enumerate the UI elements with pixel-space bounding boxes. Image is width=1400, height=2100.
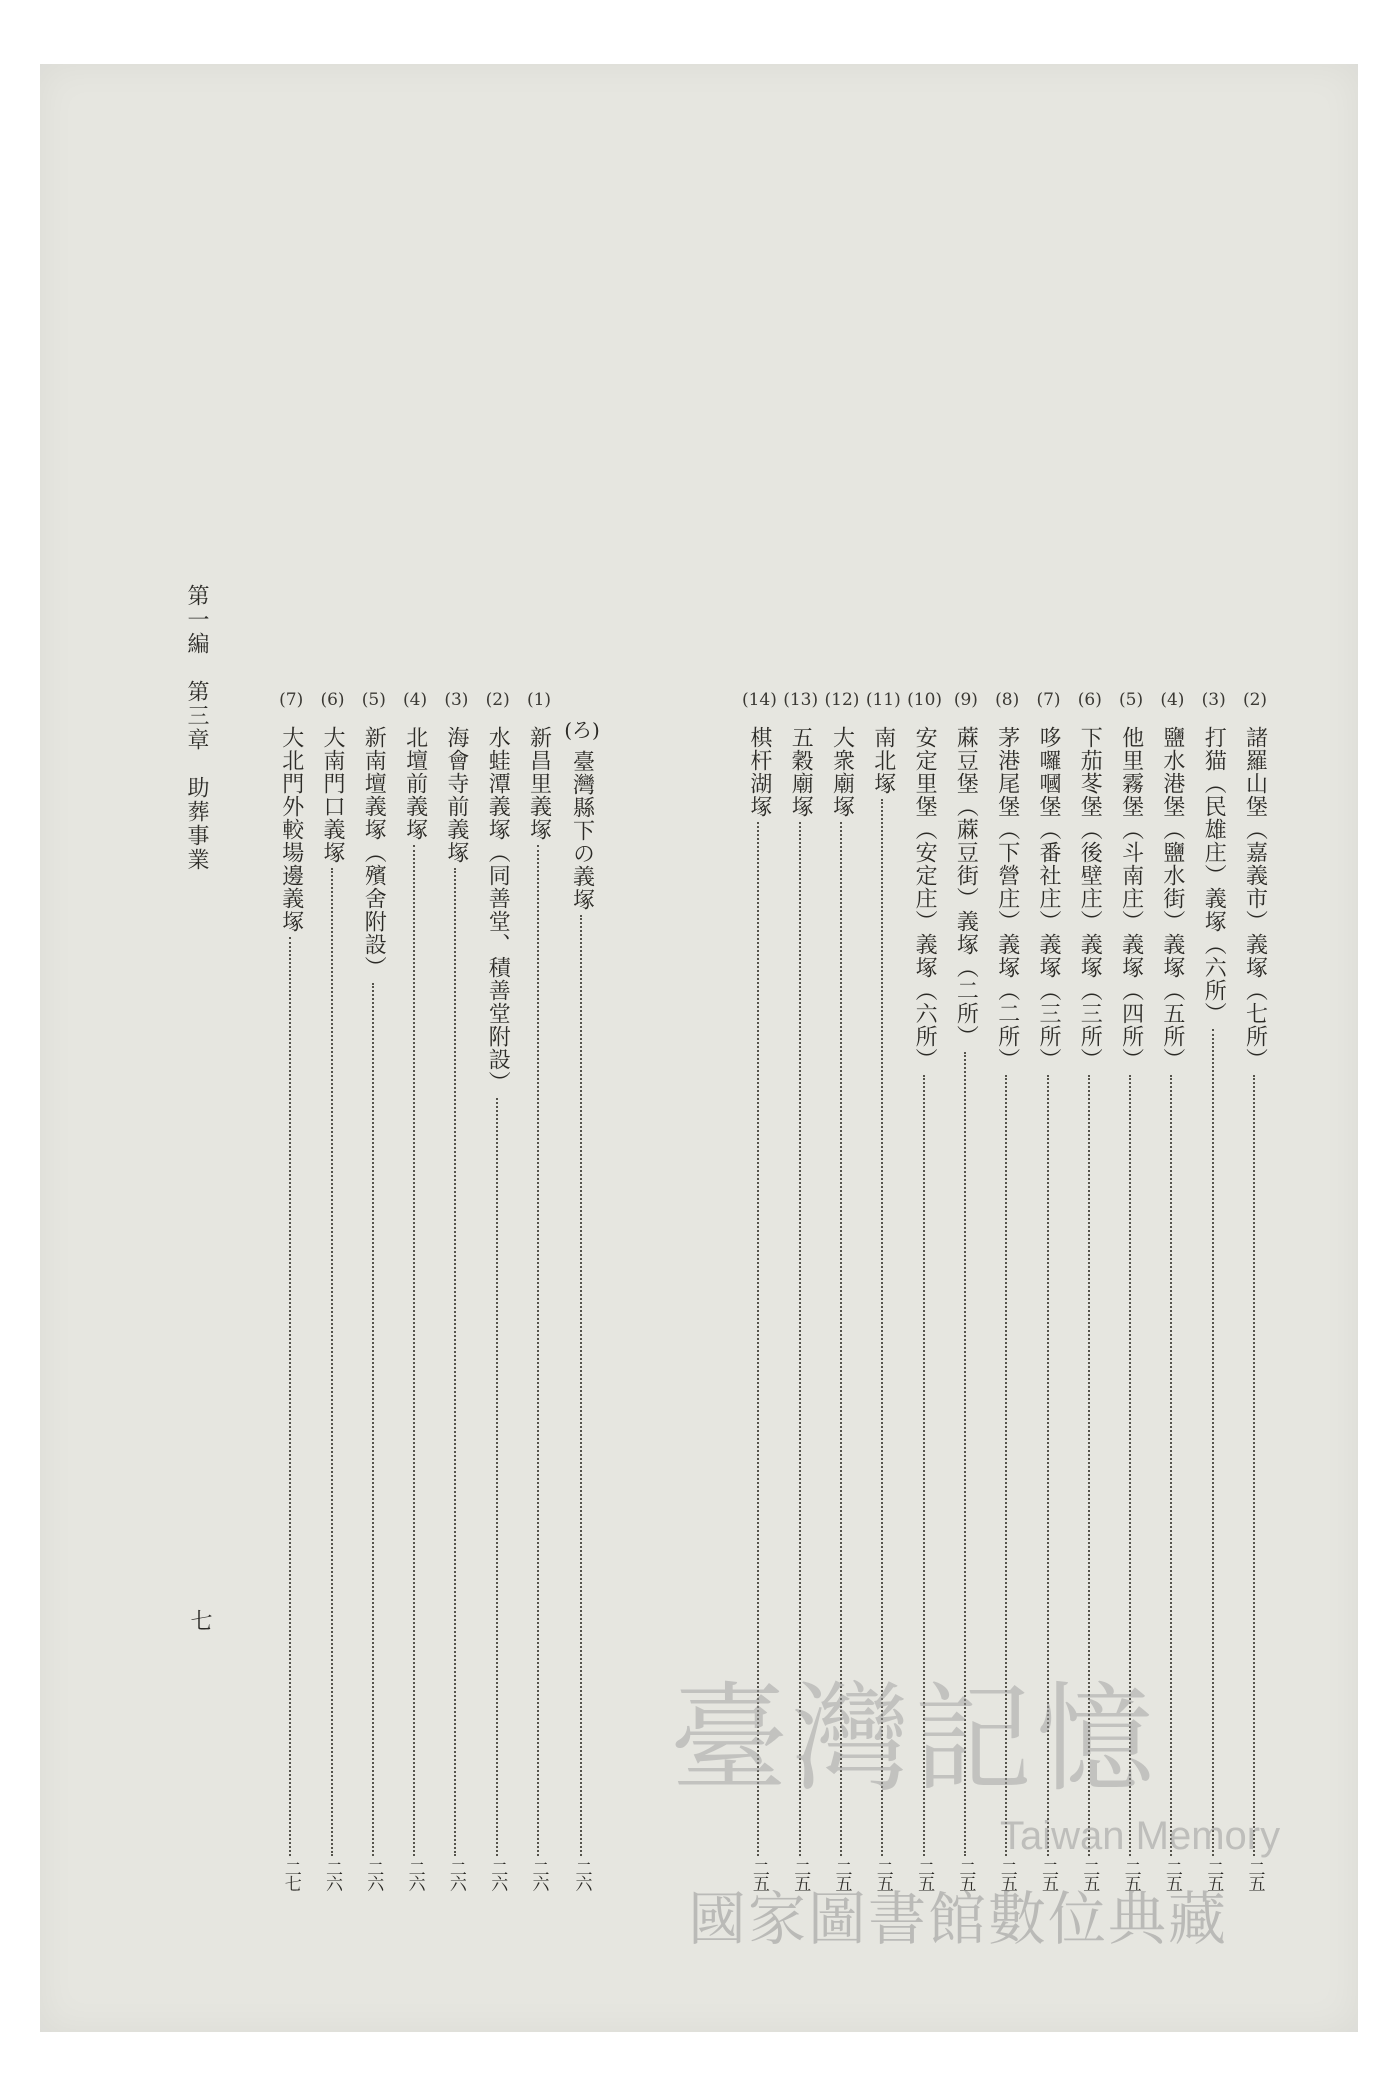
entry-number: (5)	[361, 690, 386, 710]
dot-leader	[289, 937, 293, 1856]
entry-number: (6)	[1077, 690, 1102, 710]
entry-number: (7)	[1036, 690, 1061, 710]
entry-page: 二六	[363, 1860, 384, 1890]
toc-entry	[1194, 690, 1234, 1900]
entry-page: 二五	[996, 1860, 1017, 1890]
entry-title: 安定里堡（安定庄）義塚（六所）	[912, 726, 938, 1071]
toc-entry	[478, 690, 518, 1900]
entry-title: 打猫（民雄庄）義塚（六所）	[1201, 726, 1227, 1025]
toc-entry	[1235, 690, 1275, 1900]
entry-page: 二五	[1244, 1860, 1265, 1890]
entry-number: (10)	[907, 690, 943, 710]
entry-title: 新昌里義塚	[526, 726, 552, 841]
toc-entry	[436, 690, 476, 1900]
entry-page: 二五	[1161, 1860, 1182, 1890]
entry-page: 二五	[1079, 1860, 1100, 1890]
entry-page: 二五	[748, 1860, 769, 1890]
entry-page: 二五	[1203, 1860, 1224, 1890]
entry-title: 蔴豆堡（蔴豆街）義塚（二所）	[953, 726, 979, 1048]
entry-title: 下茄苳堡（後壁庄）義塚（三所）	[1077, 726, 1103, 1071]
entry-number: (5)	[1119, 690, 1144, 710]
dot-leader	[537, 845, 541, 1856]
entry-page: 二六	[404, 1860, 425, 1890]
watermark-library: 國家圖書館數位典藏	[688, 1885, 1229, 1953]
entry-number: (6)	[320, 690, 345, 710]
running-head: 第一編 第三章 助葬事業	[184, 584, 209, 872]
entry-title: 大衆廟塚	[829, 726, 855, 818]
entry-page: 二五	[872, 1860, 893, 1890]
entry-page: 二六	[322, 1860, 342, 1890]
entry-page: 二七	[280, 1860, 301, 1890]
watermark-english: Taiwan Memory	[1000, 1814, 1281, 1858]
entry-number: (4)	[1160, 690, 1185, 710]
entry-number: (4)	[403, 690, 428, 710]
entry-title: 大南門口義塚	[320, 726, 345, 864]
dot-leader	[454, 868, 458, 1856]
entry-number: (8)	[995, 690, 1020, 710]
entry-number: (3)	[444, 690, 469, 710]
entry-title: 北壇前義塚	[402, 726, 428, 841]
dot-leader	[372, 983, 376, 1856]
section-title: 臺灣縣下の義塚	[569, 750, 595, 911]
entry-number: (3)	[1201, 690, 1226, 710]
entry-page: 二五	[1120, 1860, 1141, 1890]
entry-title: 哆囉嘓堡（番社庄）義塚（三所）	[1036, 726, 1061, 1071]
entry-title: 鹽水港堡（鹽水街）義塚（五所）	[1159, 726, 1185, 1071]
page-number: 七	[187, 1609, 212, 1631]
entry-page: 二五	[1038, 1860, 1058, 1890]
taiwan-memory-logo: 臺灣記憶	[670, 1670, 1159, 1808]
entry-number: (2)	[1242, 690, 1268, 710]
entry-title: 他里霧堡（斗南庄）義塚（四所）	[1118, 726, 1144, 1071]
section-mark: (ろ)	[564, 718, 600, 742]
entry-page: 二六	[487, 1860, 508, 1890]
entry-number: (1)	[526, 690, 552, 710]
dot-leader	[496, 1098, 500, 1856]
entry-page: 二五	[831, 1860, 852, 1890]
entry-title: 新南壇義塚（殯舍附設）	[361, 726, 387, 979]
toc-entry	[519, 690, 559, 1900]
toc-entry	[313, 690, 353, 1900]
toc-entry	[395, 690, 435, 1900]
entry-title: 南北塚	[870, 726, 896, 795]
entry-title: 茅港尾堡（下營庄）義塚（二所）	[994, 726, 1020, 1071]
dot-leader	[1253, 1075, 1257, 1856]
dot-leader	[1170, 1075, 1174, 1856]
toc-entry	[354, 690, 394, 1900]
entry-number: (14)	[741, 690, 777, 710]
entry-title: 棋杆湖塚	[746, 726, 772, 818]
entry-title: 諸羅山堡（嘉義市）義塚（七所）	[1242, 726, 1268, 1071]
dot-leader	[1212, 1029, 1216, 1856]
entry-number: (13)	[783, 690, 819, 710]
entry-title: 海會寺前義塚	[443, 726, 469, 864]
dot-leader	[331, 868, 335, 1856]
dot-leader	[580, 915, 584, 1856]
entry-page: 二五	[914, 1860, 935, 1890]
toc-entry	[1152, 690, 1192, 1900]
entry-number: (2)	[485, 690, 510, 710]
entry-page: 二五	[955, 1860, 976, 1890]
book-page	[40, 64, 1358, 2032]
toc-entry	[560, 714, 604, 1900]
entry-page: 二六	[528, 1860, 549, 1890]
entry-number: (7)	[279, 690, 304, 710]
entry-page: 二六	[445, 1860, 466, 1890]
entry-title: 五穀廟塚	[788, 726, 814, 818]
entry-page: 二六	[571, 1860, 592, 1890]
entry-number: (12)	[824, 690, 860, 710]
entry-number: (11)	[865, 690, 901, 710]
entry-title: 大北門外較場邊義塚	[278, 726, 304, 933]
toc-entry	[271, 690, 311, 1900]
dot-leader	[413, 845, 417, 1856]
entry-number: (9)	[953, 690, 978, 710]
entry-title: 水蛙潭義塚（同善堂、積善堂附設）	[485, 726, 511, 1094]
entry-page: 二五	[790, 1860, 811, 1890]
